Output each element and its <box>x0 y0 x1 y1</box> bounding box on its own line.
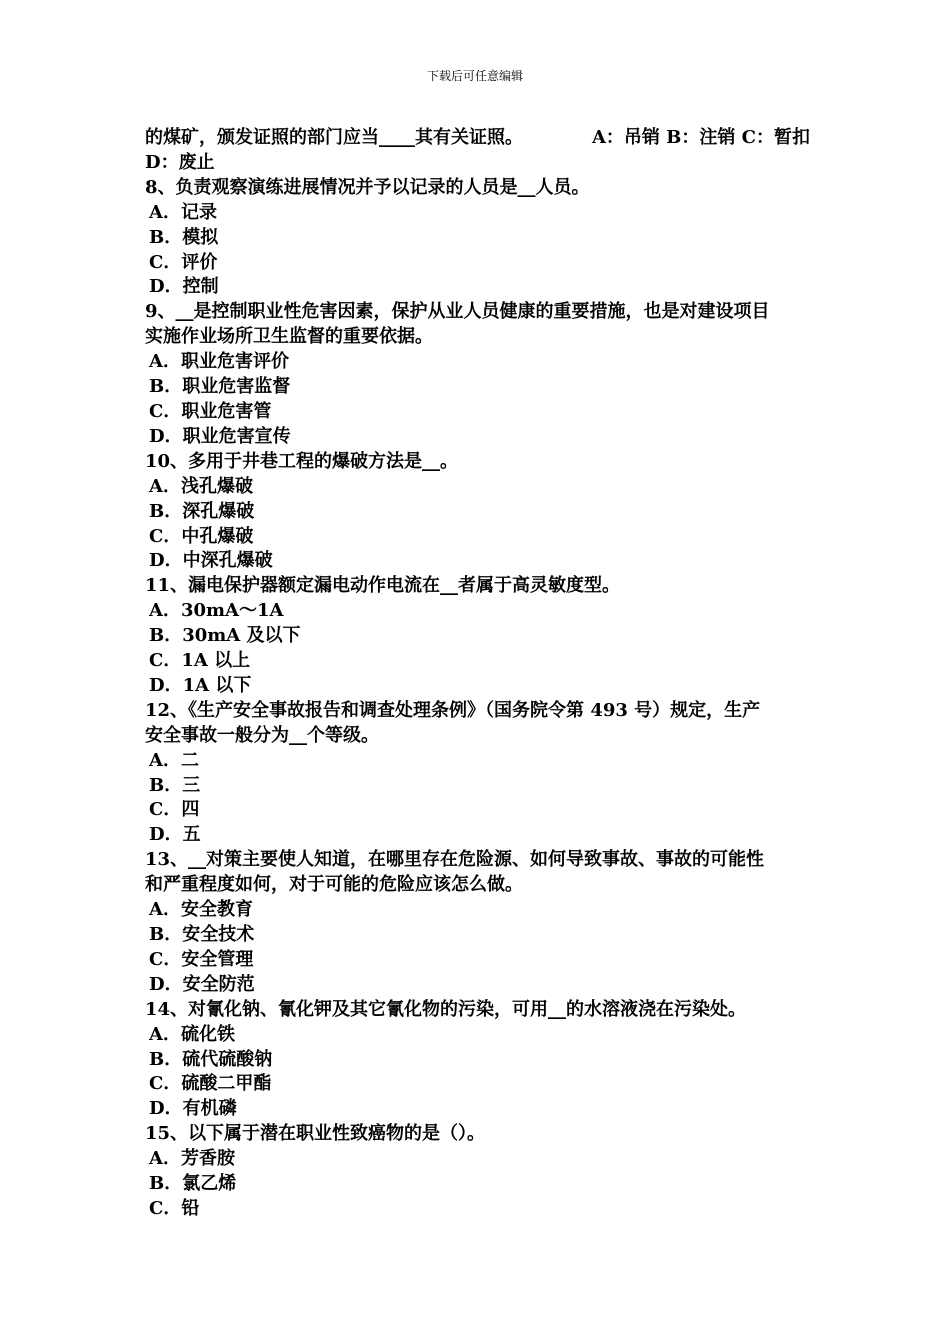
answer-option: C．中孔爆破 <box>149 525 254 547</box>
answer-option: B．职业危害监督 <box>149 376 291 398</box>
question-block <box>145 998 810 1123</box>
answer-option: A．硫化铁 <box>149 1023 235 1045</box>
intro-options: A：吊销 B：注销 C：暂扣 <box>591 127 810 148</box>
answer-option: B．模拟 <box>149 226 219 248</box>
answer-option: D．1A 以下 <box>149 674 252 696</box>
answer-option: A．安全教育 <box>149 899 253 921</box>
answer-option: A．记录 <box>149 201 217 223</box>
answer-option: C．1A 以上 <box>149 650 251 672</box>
question-text: 12、《生产安全事故报告和调查处理条例》（国务院令第 493 号）规定，生产 <box>145 699 761 721</box>
question-text: 15、以下属于潜在职业性致癌物的是（）。 <box>145 1123 486 1145</box>
answer-option: C．四 <box>149 799 200 821</box>
question-block <box>145 300 810 449</box>
answer-option: A．芳香胺 <box>149 1148 235 1170</box>
answer-option: B．安全技术 <box>149 924 255 945</box>
question-text: 11、漏电保护器额定漏电动作电流在__者属于高灵敏度型。 <box>145 575 621 597</box>
question-block <box>145 1122 810 1222</box>
intro-text: 的煤矿，颁发证照的部门应当____其有关证照。 <box>145 127 523 148</box>
answer-option: A．30mA～1A <box>149 600 284 622</box>
question-block <box>145 450 810 575</box>
answer-option: B．三 <box>149 774 201 796</box>
question-text: 10、多用于井巷工程的爆破方法是__。 <box>145 450 459 472</box>
question-list <box>145 176 810 1222</box>
question-block <box>145 176 810 301</box>
question-block <box>145 699 810 848</box>
question-text: 和严重程度如何，对于可能的危险应该怎么做。 <box>145 874 523 896</box>
page-header: 下载后可任意编辑 <box>426 69 523 83</box>
answer-option: A．职业危害评价 <box>149 351 289 373</box>
answer-option: B．深孔爆破 <box>149 500 255 522</box>
question-text: 9、__是控制职业性危害因素，保护从业人员健康的重要措施，也是对建设项目 <box>145 301 770 323</box>
answer-option: D．职业危害宣传 <box>149 425 291 447</box>
question-text: 8、负责观察演练进展情况并予以记录的人员是__人员。 <box>145 176 590 198</box>
answer-option: C．评价 <box>149 251 218 273</box>
answer-option: A．二 <box>149 749 199 771</box>
answer-option: A．浅孔爆破 <box>149 475 253 497</box>
answer-option: C．安全管理 <box>149 948 254 970</box>
question-text: 实施作业场所卫生监督的重要依据。 <box>145 326 433 348</box>
answer-option: D．中深孔爆破 <box>149 550 273 572</box>
answer-option: C．铅 <box>149 1197 200 1219</box>
question-block <box>145 574 810 699</box>
answer-option: B．硫代硫酸钠 <box>149 1048 273 1070</box>
question-text: 安全事故一般分为__个等级。 <box>145 724 379 746</box>
answer-option: C．硫酸二甲酯 <box>149 1073 272 1095</box>
answer-option: C．职业危害管 <box>149 400 272 422</box>
intro-line-2: D：废止 <box>145 151 215 173</box>
answer-option: D．安全防范 <box>149 973 255 995</box>
answer-option: B．氯乙烯 <box>149 1173 237 1195</box>
question-text: 14、对氰化钠、氰化钾及其它氰化物的污染，可用__的水溶液浇在污染处。 <box>145 998 747 1020</box>
question-block <box>145 848 810 997</box>
answer-option: D．控制 <box>149 276 219 298</box>
document-body <box>145 126 810 1222</box>
answer-option: B．30mA 及以下 <box>149 625 301 647</box>
question-text: 13、__对策主要使人知道，在哪里存在危险源、如何导致事故、事故的可能性 <box>145 849 765 871</box>
answer-option: D．五 <box>149 824 201 846</box>
intro-line-1 <box>145 126 810 151</box>
answer-option: D．有机磷 <box>149 1098 237 1120</box>
